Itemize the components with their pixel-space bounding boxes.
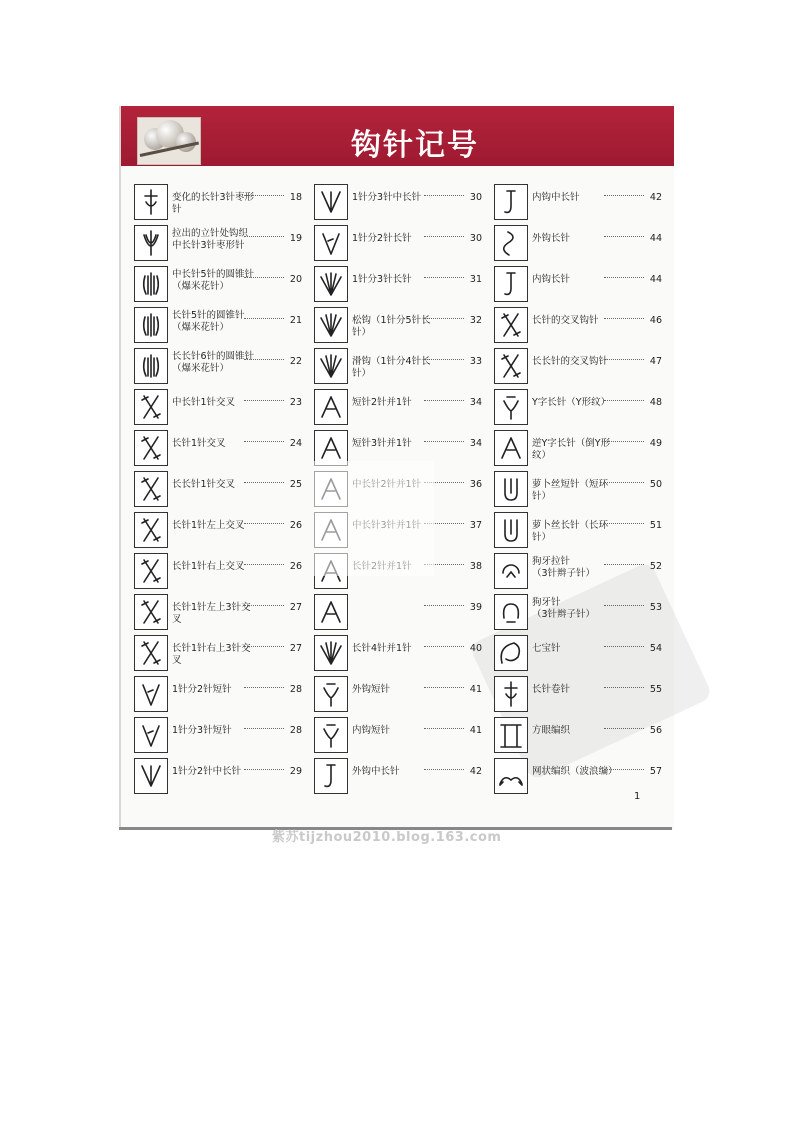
symbol-entry [314, 717, 484, 753]
symbol-name: 1针分3针中长针 [352, 192, 422, 203]
symbol-page-number: 19 [289, 233, 302, 244]
symbol-name: 逆Y字长针（倒Y形纹） [532, 438, 611, 461]
crossed-dc-icon [494, 307, 528, 343]
symbol-name: 萝卜丝短针（短环针） [532, 479, 609, 502]
symbol-name: 长针4针并1针 [352, 643, 412, 654]
dot-leader [604, 400, 644, 401]
dot-leader [604, 441, 644, 442]
symbol-entry [494, 430, 664, 466]
symbol-name: 长针1针左上3针交叉 [172, 602, 251, 625]
symbol-name: 方眼编织 [532, 725, 571, 736]
dot-leader [424, 441, 464, 442]
symbol-page-number: 44 [649, 274, 662, 285]
dot-leader [244, 441, 284, 442]
symbol-name: 外钩中长针 [352, 766, 400, 777]
bphdc-icon [494, 184, 528, 220]
symbol-page-number: 32 [469, 315, 482, 326]
symbol-entry [134, 307, 304, 343]
dot-leader [244, 728, 284, 729]
picot-pull-icon [494, 553, 528, 589]
dot-leader [424, 236, 464, 237]
dot-leader [604, 646, 644, 647]
symbol-page-number: 25 [289, 479, 302, 490]
symbol-name: 滑钩（1针分4针长针） [352, 356, 431, 379]
bpsc-icon [314, 717, 348, 753]
symbol-entry [314, 307, 484, 343]
y-stitch-icon [494, 389, 528, 425]
dot-leader [244, 646, 284, 647]
symbol-entry [134, 184, 304, 220]
dot-leader [604, 195, 644, 196]
symbol-page-number: 40 [469, 643, 482, 654]
symbol-page-number: 53 [649, 602, 662, 613]
cross-right-over-icon [134, 553, 168, 589]
filet-mesh-icon [494, 717, 528, 753]
symbol-name: 长针卷针 [532, 684, 571, 695]
symbol-page-number: 30 [469, 233, 482, 244]
dot-leader [244, 687, 284, 688]
symbol-name: 1针分3针长针 [352, 274, 412, 285]
symbol-entry [134, 471, 304, 507]
symbol-page-number: 27 [289, 643, 302, 654]
symbol-name: 长针1针右上交叉 [172, 561, 245, 572]
symbol-entry [494, 348, 664, 384]
dot-leader [424, 646, 464, 647]
symbol-page-number: 57 [649, 766, 662, 777]
loop-dc-icon [494, 512, 528, 548]
symbol-name: 短针3针并1针 [352, 438, 412, 449]
symbol-entry [134, 348, 304, 384]
symbol-name: 1针分3针短针 [172, 725, 232, 736]
dot-leader [604, 564, 644, 565]
dot-leader [604, 687, 644, 688]
dot-leader [604, 605, 644, 606]
symbol-name: 长针1针交叉 [172, 438, 226, 449]
dot-leader [604, 482, 644, 483]
symbol-page-number: 22 [289, 356, 302, 367]
page-number: 1 [634, 791, 641, 802]
symbol-page-number: 54 [649, 643, 662, 654]
symbol-page-number: 26 [289, 561, 302, 572]
symbol-page-number: 20 [289, 274, 302, 285]
symbol-name: 内钩中长针 [532, 192, 580, 203]
symbol-name: 七宝针 [532, 643, 561, 654]
symbol-name: 短针2针并1针 [352, 397, 412, 408]
symbol-name: 狗牙针 （3针辫子针） [532, 597, 596, 620]
symbol-entry [134, 635, 304, 671]
symbol-entry [314, 184, 484, 220]
symbol-entry [314, 758, 484, 794]
symbol-entry [134, 758, 304, 794]
symbol-page-number: 29 [289, 766, 302, 777]
dot-leader [604, 277, 644, 278]
symbol-page-number: 33 [469, 356, 482, 367]
symbol-entry [314, 348, 484, 384]
symbol-entry [494, 389, 664, 425]
symbol-name: 外钩短针 [352, 684, 391, 695]
symbol-name: Y字长针（Y形纹） [532, 397, 611, 408]
symbol-entry [134, 389, 304, 425]
symbol-name: 长针1针右上3针交叉 [172, 643, 251, 666]
dot-leader [244, 318, 284, 319]
symbol-name: 网状编织（波浪编） [532, 766, 618, 777]
dot-leader [424, 318, 464, 319]
dot-leader [604, 523, 644, 524]
symbol-entry [494, 307, 664, 343]
symbol-page-number: 42 [469, 766, 482, 777]
popcorn-5hdc-icon [134, 266, 168, 302]
symbol-entry [314, 635, 484, 671]
symbol-name: 长针1针左上交叉 [172, 520, 245, 531]
symbol-page-number: 49 [649, 438, 662, 449]
symbol-name: 内钩长针 [532, 274, 571, 285]
symbol-name: 长长针6针的圆锥针 （爆米花针） [172, 351, 255, 374]
symbol-name: 变化的长针3针枣形针 [172, 192, 255, 215]
dc4tog-icon [314, 635, 348, 671]
symbol-name: 中长针5针的圆锥针 （爆米花针） [172, 269, 255, 292]
dot-leader [424, 400, 464, 401]
symbol-page-number: 21 [289, 315, 302, 326]
scan-smudge [314, 461, 434, 576]
symbol-page-number: 48 [649, 397, 662, 408]
dot-leader [604, 728, 644, 729]
fpdc-icon [494, 225, 528, 261]
scanned-page [119, 106, 674, 830]
symbol-page-number: 44 [649, 233, 662, 244]
hdc-inc-3-icon [314, 184, 348, 220]
cross-dc-icon [134, 430, 168, 466]
symbol-page-number: 51 [649, 520, 662, 531]
cross-right-3-icon [134, 635, 168, 671]
symbol-entry [314, 676, 484, 712]
symbol-page-number: 42 [649, 192, 662, 203]
symbol-entry [494, 184, 664, 220]
symbol-page-number: 34 [469, 438, 482, 449]
dc3tog-icon [314, 594, 348, 630]
symbol-entry [134, 594, 304, 630]
dot-leader [244, 277, 284, 278]
dot-leader [424, 605, 464, 606]
symbol-entry [494, 225, 664, 261]
dot-leader [604, 236, 644, 237]
dot-leader [244, 400, 284, 401]
net-wave-icon [494, 758, 528, 794]
sc-inc-2-icon [134, 676, 168, 712]
symbol-entry [134, 512, 304, 548]
symbol-name: 长针的交叉钩针 [532, 315, 599, 326]
symbol-page-number: 18 [289, 192, 302, 203]
symbol-name: 外钩长针 [532, 233, 571, 244]
symbol-entry [134, 266, 304, 302]
dc-inc-2-icon [314, 225, 348, 261]
symbol-page-number: 56 [649, 725, 662, 736]
footer-credit: 紫苏tijzhou2010.blog.163.com [272, 830, 502, 845]
page-title: 钩针记号 [351, 128, 479, 163]
dot-leader [424, 728, 464, 729]
dot-leader [424, 769, 464, 770]
dot-leader [424, 195, 464, 196]
symbol-name: 中长针1针交叉 [172, 397, 236, 408]
symbol-name: 松钩（1针分5针长针） [352, 315, 431, 338]
header-band [121, 106, 674, 166]
symbol-entry [494, 717, 664, 753]
symbol-entry [134, 717, 304, 753]
symbol-name: 长针5针的圆锥针 （爆米花针） [172, 310, 245, 333]
dot-leader [244, 523, 284, 524]
symbol-page-number: 41 [469, 684, 482, 695]
symbol-page-number: 36 [469, 479, 482, 490]
dot-leader [244, 236, 284, 237]
symbol-name: 1针分2针中长针 [172, 766, 242, 777]
popcorn-6tr-icon [134, 348, 168, 384]
symbol-entry [494, 553, 664, 589]
symbol-entry [494, 676, 664, 712]
dot-leader [604, 769, 644, 770]
dot-leader [424, 687, 464, 688]
symbol-page-number: 34 [469, 397, 482, 408]
symbol-entry [494, 758, 664, 794]
symbol-page-number: 28 [289, 725, 302, 736]
seven-treasure-icon [494, 635, 528, 671]
picot-icon [494, 594, 528, 630]
symbol-entry [134, 225, 304, 261]
symbol-name: 1针分2针长针 [352, 233, 412, 244]
dot-leader [244, 482, 284, 483]
dot-leader [244, 195, 284, 196]
symbol-name: 1针分2针短针 [172, 684, 232, 695]
popcorn-5dc-icon [134, 307, 168, 343]
symbol-name: 内钩短针 [352, 725, 391, 736]
symbol-name: 萝卜丝长针（长环针） [532, 520, 609, 543]
symbol-entry [314, 266, 484, 302]
crossed-tr-icon [494, 348, 528, 384]
symbol-entry [494, 635, 664, 671]
shell-5dc-icon [314, 307, 348, 343]
sc2tog-icon [314, 389, 348, 425]
dot-leader [604, 359, 644, 360]
symbol-page-number: 26 [289, 520, 302, 531]
bobble-3dc-icon [134, 184, 168, 220]
symbol-page-number: 47 [649, 356, 662, 367]
hdc-inc-2-icon [134, 758, 168, 794]
cross-tr-icon [134, 471, 168, 507]
inverted-y-icon [494, 430, 528, 466]
symbol-entry [314, 389, 484, 425]
symbol-page-number: 23 [289, 397, 302, 408]
symbol-page-number: 28 [289, 684, 302, 695]
fphdc-icon [314, 758, 348, 794]
symbol-page-number: 24 [289, 438, 302, 449]
dot-leader [604, 318, 644, 319]
symbol-page-number: 37 [469, 520, 482, 531]
symbol-page-number: 41 [469, 725, 482, 736]
fan-4dc-icon [314, 348, 348, 384]
symbol-page-number: 38 [469, 561, 482, 572]
loop-sc-icon [494, 471, 528, 507]
symbol-page-number: 50 [649, 479, 662, 490]
symbol-page-number: 52 [649, 561, 662, 572]
symbol-entry [134, 553, 304, 589]
symbol-page-number: 31 [469, 274, 482, 285]
symbol-page-number: 46 [649, 315, 662, 326]
symbol-name: 狗牙拉针 （3针辫子针） [532, 556, 596, 579]
dc-inc-3-icon [314, 266, 348, 302]
symbol-page-number: 39 [469, 602, 482, 613]
symbol-page-number: 27 [289, 602, 302, 613]
symbol-name: 拉出的立针处钩织 中长针3针枣形针 [172, 228, 249, 251]
symbol-entry [134, 430, 304, 466]
sc-inc-3-icon [134, 717, 168, 753]
symbol-entry [494, 266, 664, 302]
yarn-balls-photo [137, 117, 201, 165]
dot-leader [424, 359, 464, 360]
symbol-entry [314, 225, 484, 261]
symbol-entry [494, 512, 664, 548]
symbol-entry [494, 594, 664, 630]
symbol-page-number: 55 [649, 684, 662, 695]
cross-left-3-icon [134, 594, 168, 630]
dot-leader [244, 769, 284, 770]
cross-hdc-icon [134, 389, 168, 425]
bpdc-icon [494, 266, 528, 302]
puff-3hdc-icon [134, 225, 168, 261]
dot-leader [424, 277, 464, 278]
dot-leader [244, 605, 284, 606]
symbol-page-number: 30 [469, 192, 482, 203]
cross-left-over-icon [134, 512, 168, 548]
dot-leader [244, 359, 284, 360]
bullion-icon [494, 676, 528, 712]
symbol-entry [314, 594, 484, 630]
fpsc-icon [314, 676, 348, 712]
dot-leader [244, 564, 284, 565]
symbol-name: 长长针的交叉钩针 [532, 356, 609, 367]
symbol-entry [134, 676, 304, 712]
symbol-name: 长长针1针交叉 [172, 479, 236, 490]
symbol-entry [494, 471, 664, 507]
